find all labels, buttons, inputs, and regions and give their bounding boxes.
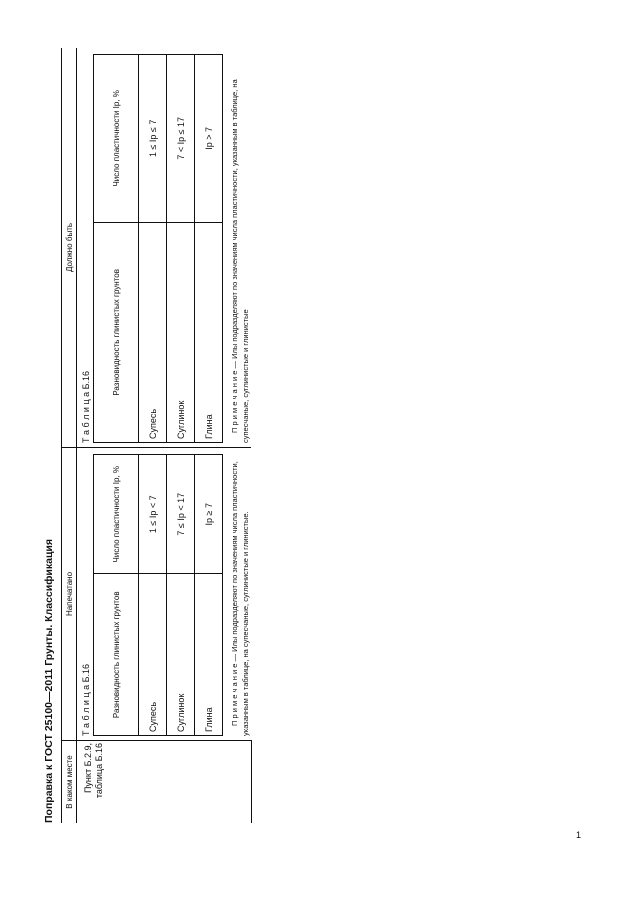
location-cell: Пункт Б.2.9, таблица Б.16 <box>77 741 252 824</box>
header-plasticity: Число пластичности Iр, % <box>94 55 139 223</box>
caption-number: Б.16 <box>81 663 91 683</box>
soil-name: Глина <box>195 574 223 736</box>
rotated-page <box>43 48 273 823</box>
soil-name: Суглинок <box>167 574 195 736</box>
table-row <box>195 55 223 443</box>
document-title: Поправка к ГОСТ 25100—2011 Грунты. Классификация <box>43 538 55 823</box>
note-label: П р и м е ч а н и е — <box>230 654 239 726</box>
should-be-soil-table <box>93 54 223 443</box>
table-row <box>195 455 223 736</box>
soil-name: Суглинок <box>167 222 195 442</box>
printed-soil-table <box>93 454 223 736</box>
header-row <box>94 455 139 736</box>
table-row <box>139 455 167 736</box>
header-variety: Разновидность глинистых грунтов <box>94 222 139 442</box>
header-row <box>94 55 139 443</box>
caption-number: Б.16 <box>81 370 91 390</box>
printed-table-caption <box>81 454 91 736</box>
note-label: П р и м е ч а н и е — <box>230 361 239 433</box>
soil-name: Супесь <box>139 574 167 736</box>
plasticity-value: 1 ≤ Iр < 7 <box>139 455 167 574</box>
plasticity-value: Iр > 7 <box>195 55 223 223</box>
should-be-note <box>229 54 251 443</box>
correction-table <box>61 48 252 823</box>
table-row <box>167 55 195 443</box>
plasticity-value: Iр ≥ 7 <box>195 455 223 574</box>
caption-word: Т а б л и ц а <box>81 391 91 443</box>
printed-note <box>229 454 251 736</box>
plasticity-value: 7 < Iр ≤ 17 <box>167 55 195 223</box>
col-printed: Напечатано <box>62 448 77 741</box>
col-should-be: Должно быть <box>62 48 77 448</box>
soil-name: Глина <box>195 222 223 442</box>
note-text: Илы подразделяют по значениям числа пластичности, указанным в таблице, на супесчаные, суглинистые и глинистые <box>230 79 250 443</box>
plasticity-value: 7 ≤ Iр < 17 <box>167 455 195 574</box>
header-plasticity: Число пластичности Iр, % <box>94 455 139 574</box>
soil-name: Супесь <box>139 222 167 442</box>
correction-row <box>77 48 252 823</box>
correction-header-row <box>62 48 77 823</box>
table-row <box>139 55 167 443</box>
printed-cell <box>77 448 252 741</box>
caption-word: Т а б л и ц а <box>81 684 91 736</box>
should-be-cell <box>77 48 252 448</box>
page-number: 1 <box>576 830 582 840</box>
table-row <box>167 455 195 736</box>
col-where: В каком месте <box>62 741 77 824</box>
header-variety: Разновидность глинистых грунтов <box>94 574 139 736</box>
note-text: Илы подразделяют по значениям числа пластичности, указанным в таблице, на супесчаные, суглинистые и глинистые. <box>230 461 250 736</box>
should-be-table-caption <box>81 54 91 443</box>
plasticity-value: 1 ≤ Iр ≤ 7 <box>139 55 167 223</box>
